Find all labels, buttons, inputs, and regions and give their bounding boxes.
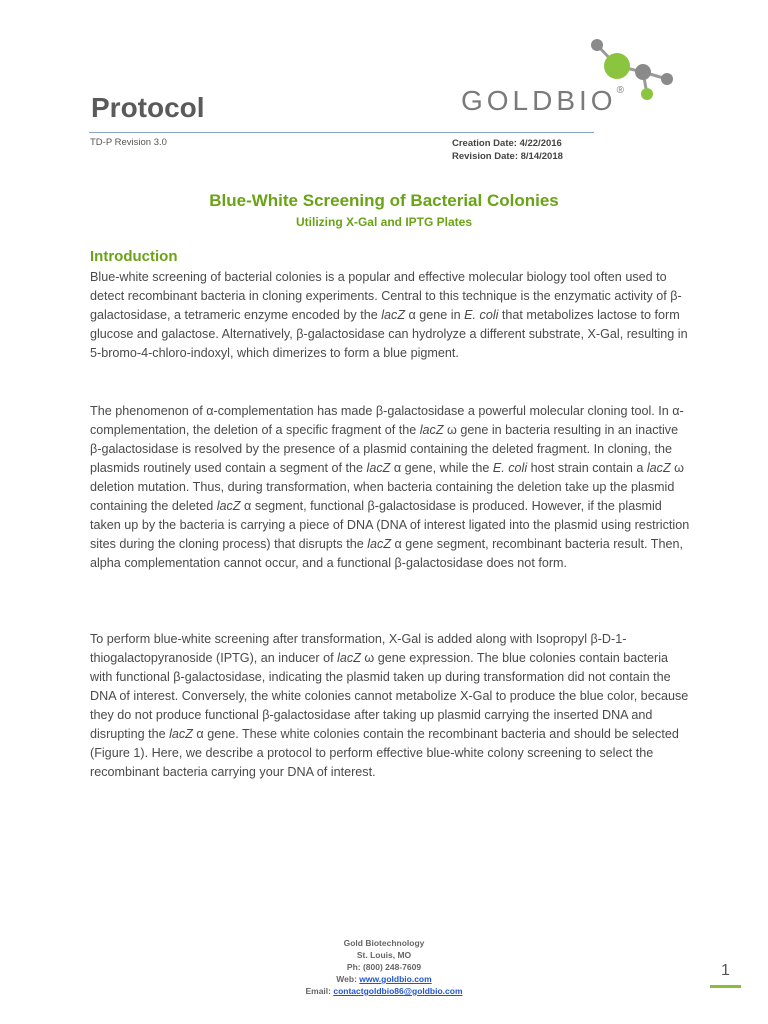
- document-title: Blue-White Screening of Bacterial Colonies: [209, 191, 559, 210]
- web-label: Web:: [336, 974, 360, 984]
- logo-wordmark: GOLDBIO: [461, 85, 617, 116]
- introduction-heading: Introduction: [90, 248, 178, 265]
- paragraph-3: To perform blue-white screening after transformation, X-Gal is added along with Isopropyl β-D-1-thiogalactopyranoside (IPTG), an inducer of lacZ ω gene expression. The blue colonies contain bacteria with functional β-galactosidase, indicating the plasmid taken up during transformation did not contain the DNA of interest. Conversely, the white colonies cannot metabolize X-Gal to produce the blue color, because they do not produce functional β-galactosidase after taking up plasmid carrying the inserted DNA and disrupting the lacZ α gene. These white colonies contain the recombinant bacteria and should be selected (Figure 1). Here, we describe a protocol to perform effective blue-white colony screening to select the recombinant bacteria carrying your DNA of interest.: [90, 632, 689, 779]
- registered-mark: ®: [616, 85, 624, 96]
- footer-web: [0, 973, 768, 985]
- footer-location: St. Louis, MO: [356, 950, 412, 960]
- document-subtitle: Utilizing X-Gal and IPTG Plates: [295, 215, 473, 229]
- page-number: 1: [710, 957, 741, 988]
- header-divider: [89, 132, 594, 133]
- paragraph-1: Blue-white screening of bacterial colonies is a popular and effective molecular biology tool often used to detect recombinant bacteria in cloning experiments. Central to this technique is the enzymatic activity of β-galactosidase, a tetrameric enzyme encoded by the lacZ α gene in E. coli that metabolizes lactose to form glucose and galactose. Alternatively, β-galactosidase can hydrolyze a different substrate, X-Gal, resulting in 5-bromo-4-chloro-indoxyl, which dimerizes to form a blue pigment.: [90, 270, 688, 360]
- creation-date: Creation Date: 4/22/2016: [452, 138, 562, 149]
- email-link[interactable]: contactgoldbio86@goldbio.com: [333, 986, 463, 996]
- page-header-title: Protocol: [91, 92, 205, 123]
- footer-company: Gold Biotechnology: [343, 938, 425, 948]
- footer-email: [0, 985, 768, 997]
- revision-label: TD-P Revision 3.0: [90, 137, 167, 148]
- revision-date: Revision Date: 8/14/2018: [452, 151, 563, 162]
- email-label: Email:: [305, 986, 334, 996]
- footer-phone: Ph: (800) 248-7609: [346, 962, 422, 972]
- date-block: [452, 137, 563, 163]
- footer-contact: [0, 937, 768, 997]
- goldbio-logo-text: [461, 85, 624, 117]
- web-link[interactable]: www.goldbio.com: [359, 974, 432, 984]
- paragraph-2: The phenomenon of α-complementation has made β-galactosidase a powerful molecular cloning tool. In α-complementation, the deletion of a specific fragment of the lacZ ω gene in bacteria resulting in an inactive β-galactosidase is resolved by the presence of a plasmid containing the deleted fragment. In cloning, the plasmids routinely used contain a segment of the lacZ α gene, while the E. coli host strain contain a lacZ ω deletion mutation. Thus, during transformation, when bacteria containing the deletion take up the plasmid containing the deleted lacZ α segment, functional β-galactosidase is produced. However, if the plasmid taken up by the bacteria is carrying a piece of DNA (DNA of interest ligated into the plasmid using restriction sites during the cloning process) that disrupts the lacZ α gene segment, recombinant bacteria result. Then, alpha complementation cannot occur, and a functional β-galactosidase does not form.: [90, 404, 690, 570]
